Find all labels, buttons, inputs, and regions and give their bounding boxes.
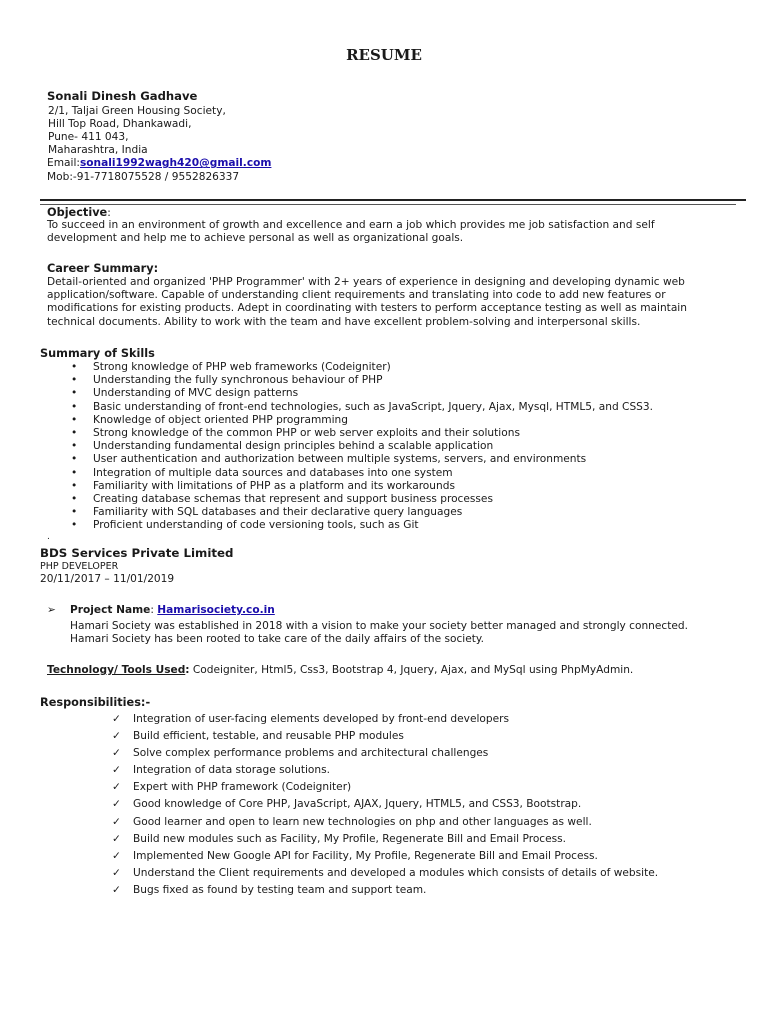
skill-item bbox=[40, 506, 653, 519]
skill-item bbox=[40, 374, 653, 387]
responsibility-item bbox=[112, 713, 658, 730]
bullet-icon: • bbox=[71, 479, 78, 492]
project-line: Hamari Society was established in 2018 with a vision to make your society better managed and strongly connected. bbox=[70, 620, 688, 632]
skill-text: Understanding the fully synchronous behaviour of PHP bbox=[93, 374, 383, 387]
skill-item bbox=[40, 467, 653, 480]
responsibility-text: Solve complex performance problems and architectural challenges bbox=[133, 747, 489, 760]
responsibility-item bbox=[112, 884, 658, 901]
candidate-name: Sonali Dinesh Gadhave bbox=[47, 89, 198, 103]
objective-text bbox=[47, 219, 727, 245]
skill-item bbox=[40, 427, 653, 440]
bullet-icon: • bbox=[71, 466, 78, 479]
email-link[interactable]: sonali1992wagh420@gmail.com bbox=[79, 157, 272, 170]
responsibility-text: Good learner and open to learn new technologies on php and other languages as well. bbox=[133, 815, 592, 828]
skill-text: Understanding fundamental design principles behind a scalable application bbox=[93, 440, 494, 453]
trailing-dot: . bbox=[47, 532, 50, 542]
project-link[interactable]: Hamarisociety.co.in bbox=[157, 604, 275, 616]
bullet-icon: • bbox=[71, 519, 78, 532]
skill-item bbox=[40, 453, 653, 466]
address-line: Maharashtra, India bbox=[48, 144, 148, 157]
skill-item bbox=[40, 414, 653, 427]
technology-colon: : bbox=[185, 664, 190, 676]
responsibility-item bbox=[112, 833, 658, 850]
mobile-line: Mob:-91-7718075528 / 9552826337 bbox=[47, 170, 240, 183]
project-description bbox=[70, 620, 688, 646]
technology-value: Codeigniter, Html5, Css3, Bootstrap 4, Jquery, Ajax, and MySql using PhpMyAdmin. bbox=[189, 664, 634, 676]
skill-text: Creating database schemas that represent and support business processes bbox=[93, 492, 493, 505]
technology-label: Technology/ Tools Used bbox=[47, 664, 186, 676]
responsibilities-heading: Responsibilities:- bbox=[40, 696, 151, 709]
bullet-icon: • bbox=[71, 361, 78, 373]
career-line: technical documents. Ability to work with the team and have excellent problem-solving and interpersonal skills. bbox=[47, 315, 641, 328]
career-line: Detail-oriented and organized 'PHP Programmer' with 2+ years of experience in designing and developing dynamic web bbox=[47, 276, 685, 288]
address-line: 2/1, Taljai Green Housing Society, bbox=[48, 104, 226, 117]
responsibility-text: Good knowledge of Core PHP, JavaScript, AJAX, Jquery, HTML5, and CSS3, Bootstrap. bbox=[133, 798, 582, 811]
project-colon: : bbox=[150, 604, 158, 616]
technology-line bbox=[47, 664, 633, 677]
objective-colon: : bbox=[107, 207, 111, 219]
page-title: RESUME bbox=[346, 46, 422, 64]
responsibility-text: Integration of user-facing elements developed by front-end developers bbox=[133, 713, 510, 725]
responsibility-text: Expert with PHP framework (Codeigniter) bbox=[133, 781, 352, 794]
responsibility-item bbox=[112, 816, 658, 833]
bullet-icon: • bbox=[71, 492, 78, 505]
project-arrow-icon: ➢ bbox=[47, 604, 56, 616]
responsibility-text: Build efficient, testable, and reusable PHP modules bbox=[133, 730, 404, 743]
responsibility-text: Build new modules such as Facility, My Profile, Regenerate Bill and Email Process. bbox=[133, 832, 567, 845]
objective-line: To succeed in an environment of growth and excellence and earn a job which provides me job satisfaction and self bbox=[47, 219, 655, 231]
skills-list bbox=[40, 361, 653, 532]
contact-block bbox=[47, 90, 271, 184]
bullet-icon: • bbox=[71, 426, 78, 439]
responsibility-item bbox=[112, 867, 658, 884]
checkmark-icon: ✓ bbox=[112, 798, 121, 811]
checkmark-icon: ✓ bbox=[112, 764, 121, 777]
project-line: Hamari Society has been rooted to take care of the daily affairs of the society. bbox=[70, 633, 485, 646]
skill-text: Strong knowledge of the common PHP or web server exploits and their solutions bbox=[93, 426, 520, 439]
responsibility-item bbox=[112, 764, 658, 781]
responsibility-text: Implemented New Google API for Facility, My Profile, Regenerate Bill and Email Process. bbox=[133, 849, 598, 862]
checkmark-icon: ✓ bbox=[112, 713, 121, 725]
skill-text: Familiarity with SQL databases and their declarative query languages bbox=[93, 506, 463, 519]
responsibility-text: Bugs fixed as found by testing team and support team. bbox=[133, 883, 427, 896]
skill-item bbox=[40, 519, 653, 532]
checkmark-icon: ✓ bbox=[112, 747, 121, 760]
divider-thick bbox=[40, 199, 746, 201]
responsibility-item bbox=[112, 730, 658, 747]
responsibility-item bbox=[112, 850, 658, 867]
skill-text: User authentication and authorization between multiple systems, servers, and environments bbox=[93, 453, 587, 466]
checkmark-icon: ✓ bbox=[112, 781, 121, 794]
divider-thin bbox=[40, 204, 736, 205]
responsibility-item bbox=[112, 747, 658, 764]
job-role: PHP DEVELOPER bbox=[40, 561, 119, 572]
career-line: modifications for existing products. Adept in coordinating with testers to perform acceptance testing as well as maintain bbox=[47, 302, 687, 315]
career-line: application/software. Capable of understanding client requirements and translating into code to add new features or bbox=[47, 289, 666, 302]
job-dates: 20/11/2017 – 11/01/2019 bbox=[40, 573, 175, 585]
skill-item bbox=[40, 493, 653, 506]
bullet-icon: • bbox=[71, 506, 78, 519]
company-name: BDS Services Private Limited bbox=[40, 546, 234, 560]
checkmark-icon: ✓ bbox=[112, 849, 121, 862]
bullet-icon: • bbox=[71, 440, 78, 453]
address-line: Pune- 411 043, bbox=[48, 130, 129, 143]
responsibilities-list bbox=[112, 713, 658, 901]
bullet-icon: • bbox=[71, 413, 78, 426]
project-label: Project Name bbox=[70, 604, 151, 616]
checkmark-icon: ✓ bbox=[112, 730, 121, 743]
responsibility-text: Integration of data storage solutions. bbox=[133, 764, 330, 777]
objective-heading: Objective bbox=[47, 206, 108, 219]
skill-text: Proficient understanding of code versioning tools, such as Git bbox=[93, 519, 419, 532]
responsibility-item bbox=[112, 798, 658, 815]
career-summary-text bbox=[47, 276, 727, 329]
objective-line: development and help me to achieve personal as well as organizational goals. bbox=[47, 232, 464, 245]
skill-text: Knowledge of object oriented PHP programming bbox=[93, 413, 348, 426]
bullet-icon: • bbox=[71, 400, 78, 413]
bullet-icon: • bbox=[71, 453, 78, 466]
checkmark-icon: ✓ bbox=[112, 866, 121, 879]
project-name-line bbox=[70, 604, 275, 617]
skill-text: Strong knowledge of PHP web frameworks (Codeigniter) bbox=[93, 361, 391, 373]
skill-text: Basic understanding of front-end technologies, such as JavaScript, Jquery, Ajax, Mysql, HTML5, and CSS3. bbox=[93, 400, 654, 413]
email-label: Email: bbox=[47, 157, 80, 170]
email-line bbox=[47, 157, 271, 170]
bullet-icon: • bbox=[71, 374, 78, 387]
responsibility-item bbox=[112, 781, 658, 798]
skills-heading: Summary of Skills bbox=[40, 347, 155, 360]
checkmark-icon: ✓ bbox=[112, 815, 121, 828]
skill-item bbox=[40, 440, 653, 453]
checkmark-icon: ✓ bbox=[112, 883, 121, 896]
skill-item bbox=[40, 387, 653, 400]
skill-text: Familiarity with limitations of PHP as a platform and its workarounds bbox=[93, 479, 455, 492]
skill-item bbox=[40, 361, 653, 374]
skill-item bbox=[40, 480, 653, 493]
checkmark-icon: ✓ bbox=[112, 832, 121, 845]
skill-text: Understanding of MVC design patterns bbox=[93, 387, 299, 400]
bullet-icon: • bbox=[71, 387, 78, 400]
skill-item bbox=[40, 401, 653, 414]
address-line: Hill Top Road, Dhankawadi, bbox=[48, 117, 192, 130]
responsibility-text: Understand the Client requirements and developed a modules which consists of details of website. bbox=[133, 866, 659, 879]
skill-text: Integration of multiple data sources and databases into one system bbox=[93, 466, 453, 479]
career-summary-heading: Career Summary: bbox=[47, 262, 159, 275]
